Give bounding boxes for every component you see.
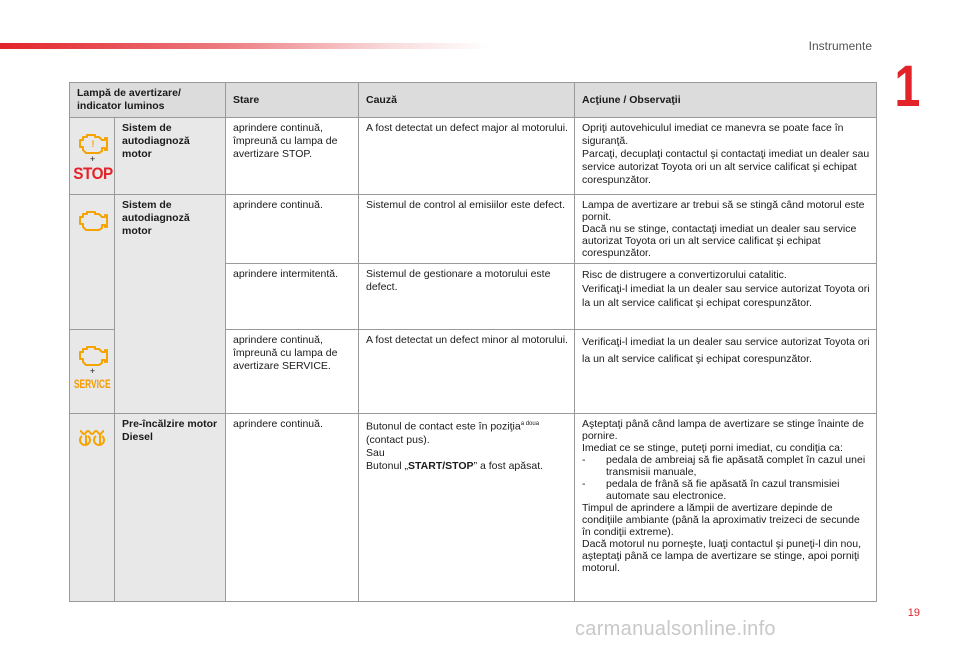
- stop-icon: STOP: [72, 164, 113, 183]
- column-header-lamp: Lampă de avertizare/ indicator luminos: [70, 83, 226, 118]
- engine-warning-icon: [78, 344, 108, 366]
- lamp-state: aprindere intermitentă.: [226, 264, 359, 330]
- lamp-icon-cell: [70, 330, 115, 414]
- lamp-action: Lampa de avertizare ar trebui să se stingă când motorul este pornit. Dacă nu se stinge, contactaţi imediat un dealer sau service autorizat Toyota ori un alt service calificat şi echipat corespunzător.: [575, 195, 877, 264]
- lamp-icon-cell: [70, 118, 115, 195]
- cause-button-line: Butonul „START/STOP” a fost apăsat.: [366, 459, 544, 472]
- svg-text:!: !: [91, 139, 94, 149]
- table-header-row: [70, 83, 877, 118]
- glow-plug-icon: [78, 428, 108, 446]
- action-intro: Aşteptaţi până când lampa de avertizare se stinge înainte de pornire. Imediat ce se stinge, puteţi porni imediat, cu condiţia ca:: [582, 418, 864, 454]
- column-header-action: Acţiune / Observaţii: [575, 83, 877, 118]
- lamp-cause: A fost detectat un defect major al motorului.: [359, 118, 575, 195]
- column-header-cause: Cauză: [359, 83, 575, 118]
- lamp-name: Sistem de autodiagnoză motor: [115, 195, 226, 414]
- plus-sign: +: [89, 366, 96, 376]
- action-outro: Timpul de aprindere a lămpii de avertizare depinde de condiţiile ambiante (până la aproximativ treizeci de secunde în condiţii extreme). Dacă motorul nu porneşte, luaţi contactul şi puneţi-l din nou, aşteptaţi până ce lampa de avertizare se stinge, apoi porniţi motorul.: [582, 502, 861, 574]
- lamp-cause: Sistemul de gestionare a motorului este defect.: [359, 264, 575, 330]
- engine-warning-icon: [78, 132, 108, 154]
- plus-sign: +: [89, 154, 96, 164]
- cause-line: Butonul de contact este în poziţia$^{a doua}$ (contact pus).: [366, 420, 540, 446]
- section-title: Instrumente: [808, 39, 872, 53]
- engine-warning-icon: [78, 209, 108, 231]
- chapter-number: 1: [894, 54, 920, 119]
- lamp-icon-cell: [70, 264, 115, 330]
- list-item: - pedala de frână să fie apăsată în cazul transmisiei automate sau electronice.: [582, 478, 840, 502]
- watermark: carmanualsonline.info: [575, 618, 776, 640]
- table-row: [70, 118, 877, 195]
- lamp-state: aprindere continuă.: [226, 195, 359, 264]
- service-icon: SERVICE: [74, 377, 111, 391]
- column-header-state: Stare: [226, 83, 359, 118]
- lamp-icon-cell: [70, 195, 115, 264]
- lamp-icon-cell: [70, 414, 115, 602]
- lamp-action: [575, 414, 877, 602]
- lamp-name: Pre-încălzire motor Diesel: [115, 414, 226, 602]
- lamp-action: Opriţi autovehiculul imediat ce manevra se poate face în siguranţă. Parcaţi, decuplaţi contactul şi contactaţi imediat un dealer sau service autorizat Toyota ori un alt service calificat şi echipat corespunzător.: [575, 118, 877, 195]
- lamp-cause: [359, 414, 575, 602]
- lamp-state: aprindere continuă, împreună cu lampa de avertizare SERVICE.: [226, 330, 359, 414]
- lamp-cause: Sistemul de control al emisiilor este defect.: [359, 195, 575, 264]
- lamp-action: Verificaţi-l imediat la un dealer sau service autorizat Toyota ori la un alt service calificat şi echipat corespunzător.: [575, 330, 877, 414]
- warning-lamp-table: [69, 82, 877, 602]
- table-row: [70, 414, 877, 602]
- header-accent-bar: [0, 43, 490, 49]
- lamp-state: aprindere continuă.: [226, 414, 359, 602]
- table-row: [70, 195, 877, 264]
- lamp-state: aprindere continuă, împreună cu lampa de avertizare STOP.: [226, 118, 359, 195]
- cause-or: Sau: [366, 446, 385, 459]
- lamp-action: Risc de distrugere a convertizorului catalitic. Verificaţi-l imediat la un dealer sau service autorizat Toyota ori la un alt service calificat şi echipat corespunzător.: [575, 264, 877, 330]
- list-item: - pedala de ambreiaj să fie apăsată complet în cazul unei transmisii manuale,: [582, 454, 866, 478]
- lamp-name: Sistem de autodiagnoză motor: [115, 118, 226, 195]
- lamp-cause: A fost detectat un defect minor al motorului.: [359, 330, 575, 414]
- page-number: 19: [907, 607, 920, 619]
